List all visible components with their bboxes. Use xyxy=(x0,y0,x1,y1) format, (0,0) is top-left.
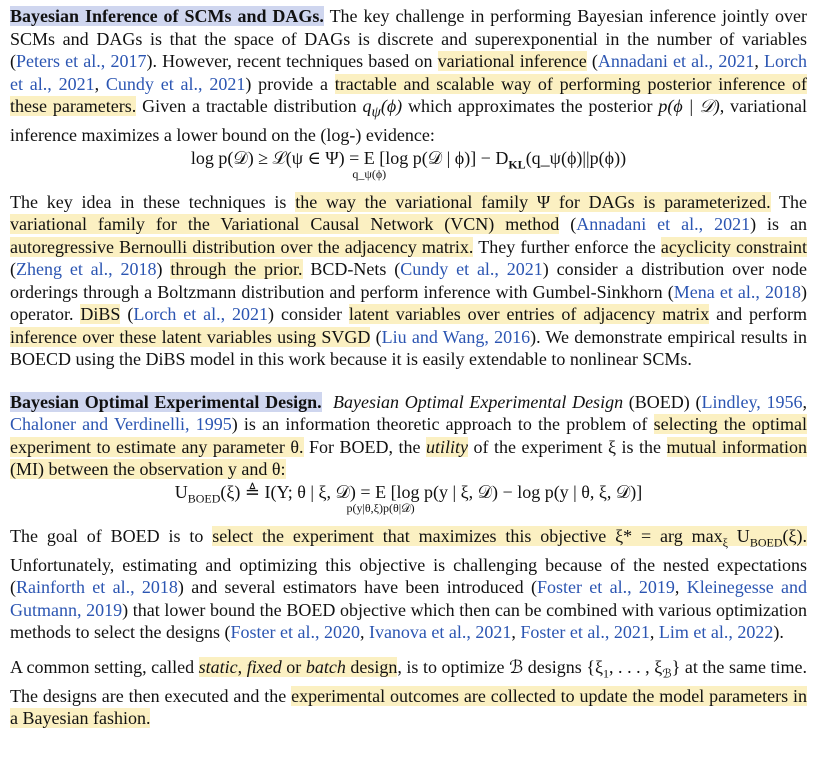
expectation xyxy=(346,481,415,515)
section-heading-boed: Bayesian Optimal Experimental Design. xyxy=(10,391,322,412)
text: (ξ). xyxy=(782,525,807,546)
citation-link[interactable]: Kleinegesse and Gutmann, 2019 xyxy=(10,577,808,620)
citation-link[interactable]: Annadani et al., 2021 xyxy=(576,214,751,235)
highlight: latent variables over entries of adjacency matrix xyxy=(348,304,710,325)
text: (BOED) ( xyxy=(623,391,702,412)
math-posterior: p(ϕ | 𝒟) xyxy=(658,96,720,116)
highlight: acyclicity constraint xyxy=(660,236,807,257)
paragraph-goal xyxy=(10,525,807,644)
citation-link[interactable]: Lorch et al., 2021 xyxy=(133,304,269,325)
kl-subscript: KL xyxy=(508,157,526,172)
paragraph-static-design xyxy=(10,656,807,730)
citation-link[interactable]: Foster et al., 2021 xyxy=(520,622,650,643)
italic-term: batch xyxy=(305,656,346,677)
text: , variational inference maximizes a lower bound on the (log-) evidence: xyxy=(10,96,808,146)
text: , xyxy=(649,622,659,643)
highlight: the way the variational family Ψ for DAGs is parameterized. xyxy=(295,191,771,212)
subscript: 1 xyxy=(602,666,609,681)
equation-boed-utility xyxy=(10,481,807,525)
paragraph-gap xyxy=(10,644,807,656)
text: , xyxy=(802,391,807,412)
citation-link[interactable]: Chaloner and Verdinelli, 1995 xyxy=(10,414,232,435)
eq-lhs: U xyxy=(174,481,188,502)
eq-rhs: [log p(y | ξ, 𝒟) − log p(y | θ, ξ, 𝒟)] xyxy=(386,481,643,502)
highlight: through the prior. xyxy=(170,259,303,280)
text: ( xyxy=(120,304,134,325)
text: ) that lower bound the BOED objective which then can be combined with various optimization methods to select the designs ( xyxy=(10,599,807,643)
citation-link[interactable]: Lorch et al., 2021 xyxy=(10,51,807,94)
expectation-subscript: q_ψ(ϕ) xyxy=(352,166,387,181)
citation-link[interactable]: Zheng et al., 2018 xyxy=(16,259,157,280)
boed-subscript: BOED xyxy=(187,491,221,506)
text: U xyxy=(727,525,750,546)
text: ). However, recent techniques based on xyxy=(146,51,438,71)
highlight: utility xyxy=(426,436,469,457)
citation-link[interactable]: Mena et al., 2018 xyxy=(673,281,802,302)
highlight: tractable and scalable way of performing posterior inference of these parameters. xyxy=(10,73,808,116)
highlight: selecting the optimal experiment to estimate any parameter θ. xyxy=(10,414,807,457)
subscript: ℬ xyxy=(662,666,672,681)
text: select the experiment that maximizes this objective ξ* = arg max xyxy=(212,525,723,546)
text: ). We demonstrate empirical results in BOECD using the DiBS model in this work because it is easily extendable to nonlinear SCMs. xyxy=(10,326,807,370)
eq-mid: (ξ) ≜ I(Y; θ | ξ, 𝒟) = xyxy=(220,481,376,502)
text: ). xyxy=(773,622,784,643)
text: ( xyxy=(559,214,577,235)
text: ) consider a distribution over node orderings through a Boltzmann distribution and perform inference with Gumbel-Sinkhorn ( xyxy=(10,259,807,302)
italic-term: fixed xyxy=(246,656,282,677)
text: BCD-Nets ( xyxy=(302,259,401,280)
text: , is to optimize ℬ designs {ξ xyxy=(397,656,603,677)
subscript: ξ xyxy=(722,535,728,550)
highlight: variational inference xyxy=(437,51,587,71)
citation-link[interactable]: Lim et al., 2022 xyxy=(658,622,774,643)
citation-link[interactable]: Lindley, 1956 xyxy=(701,391,803,412)
paragraph-bayesian-inference xyxy=(10,5,807,147)
highlight: experimental outcomes are collected to update the model parameters in a Bayesian fashion. xyxy=(10,685,807,729)
expectation-subscript: p(y|θ,ξ)p(θ|𝒟) xyxy=(346,500,415,515)
text: ) consider xyxy=(268,304,349,325)
text: , xyxy=(359,622,369,643)
expectation-symbol: E xyxy=(363,147,375,168)
text: and perform xyxy=(709,304,807,325)
section-heading-bayesian-inference: Bayesian Inference of SCMs and DAGs. xyxy=(10,6,324,26)
text: The key idea in these techniques is xyxy=(10,191,296,212)
text: , xyxy=(94,73,106,94)
text: A common setting, called xyxy=(10,656,199,677)
text: of the experiment ξ is the xyxy=(468,436,667,457)
text: design xyxy=(345,656,398,677)
text: which approximates the posterior xyxy=(402,96,659,116)
expectation-symbol: E xyxy=(375,481,387,502)
citation-link[interactable]: Cundy et al., 2021 xyxy=(400,259,543,280)
highlight: mutual information (MI) between the observation y and θ: xyxy=(10,436,807,480)
citation-link[interactable]: Ivanova et al., 2021 xyxy=(368,622,512,643)
text: , . . . , ξ xyxy=(608,656,663,677)
paragraph-key-idea xyxy=(10,191,807,371)
highlight: inference over these latent variables using SVGD xyxy=(10,326,371,347)
highlight: autoregressive Bernoulli distribution over the adjacency matrix. xyxy=(10,236,474,257)
text: ) and several estimators have been introduced ( xyxy=(177,577,537,598)
text: ) is an xyxy=(750,214,807,235)
expectation xyxy=(352,147,387,181)
equation-elbo xyxy=(10,147,807,191)
text: The xyxy=(770,191,807,212)
text: ( xyxy=(10,259,16,280)
eq-lhs: log p(𝒟) ≥ ℒ(ψ ∈ Ψ) = xyxy=(190,147,364,168)
text: , xyxy=(511,622,521,643)
italic-term: static xyxy=(198,656,238,677)
text: The key challenge in performing Bayesian inference jointly over SCMs and DAGs is that the space of DAGs is discrete and superexponential in the number of variables ( xyxy=(10,6,807,71)
citation-link[interactable]: Foster et al., 2019 xyxy=(536,577,675,598)
text: For BOED, the xyxy=(303,436,427,457)
highlight xyxy=(212,525,807,550)
highlight xyxy=(199,657,398,677)
text: ) xyxy=(156,259,171,280)
text: ) is an information theoretic approach to the problem of xyxy=(231,414,654,435)
section-gap xyxy=(10,371,807,391)
text: , xyxy=(754,51,764,71)
text: ) provide a xyxy=(245,73,335,94)
italic-term: Bayesian Optimal Experimental Design xyxy=(333,391,624,412)
citation-link[interactable]: Cundy et al., 2021 xyxy=(105,73,246,94)
text: or xyxy=(281,656,306,677)
citation-link[interactable]: Peters et al., 2017 xyxy=(16,51,147,71)
math-q: q xyxy=(362,96,372,116)
citation-link[interactable]: Annadani et al., 2021 xyxy=(597,51,755,71)
citation-link[interactable]: Foster et al., 2020 xyxy=(230,622,360,643)
text: The goal of BOED is to xyxy=(10,525,213,546)
highlight: DiBS xyxy=(80,304,121,325)
math-arg: (ϕ) xyxy=(380,96,403,116)
subscript: BOED xyxy=(749,535,783,550)
text: ( xyxy=(370,326,382,347)
text: } at the same time. The designs are then executed and the xyxy=(10,656,808,706)
text: Given a tractable distribution xyxy=(136,96,363,116)
text: , xyxy=(237,656,247,677)
text: Unfortunately, estimating and optimizing this objective is challenging because of the nested expectations ( xyxy=(10,554,807,598)
paragraph-boed xyxy=(10,391,807,481)
highlight: variational family for the Variational Causal Network (VCN) method xyxy=(10,214,560,235)
citation-link[interactable]: Liu and Wang, 2016 xyxy=(381,326,531,347)
citation-link[interactable]: Rainforth et al., 2018 xyxy=(16,577,178,598)
text: They further enforce the xyxy=(473,236,661,257)
eq-end: (q_ψ(ϕ)||p(ϕ)) xyxy=(525,147,627,168)
text: ( xyxy=(586,51,598,71)
eq-rhs: [log p(𝒟 | ϕ)] − D xyxy=(374,147,509,168)
text: ) operator. xyxy=(10,281,808,325)
text: , xyxy=(674,577,687,598)
math-sub: ψ xyxy=(371,104,381,121)
